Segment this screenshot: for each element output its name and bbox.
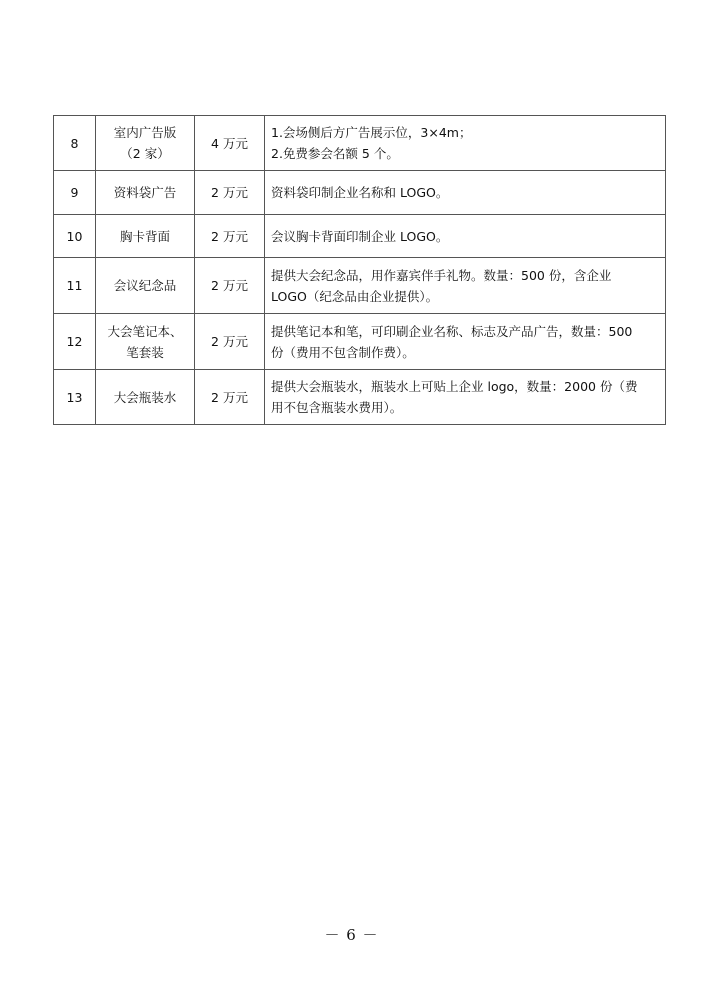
table-row [54,171,666,215]
item-price: 2 万元 [195,215,265,258]
table-row [54,370,666,425]
item-name [96,258,195,314]
item-name-line: 大会笔记本、 [107,323,183,339]
item-description [265,370,666,425]
item-name-line: 会议纪念品 [113,278,177,293]
item-description [265,215,666,258]
row-number: 12 [54,314,96,370]
item-price: 2 万元 [195,370,265,425]
row-number: 10 [54,215,96,258]
item-name-line: 胸卡背面 [119,228,170,244]
description-line: 份（费用不包含制作费）。 [271,344,415,360]
description-line: LOGO（纪念品由企业提供）。 [271,288,439,304]
item-name-line: 大会瓶装水 [113,389,177,405]
description-line: 1.会场侧后方广告展示位，3×4m； [271,125,472,140]
table-row [54,258,666,314]
item-price: 2 万元 [195,171,265,215]
description-line: 资料袋印制企业名称和 LOGO。 [271,185,449,200]
item-name-line: 笔套装 [126,344,164,360]
description-line: 提供大会纪念品，用作嘉宾伴手礼物。数量：500 份，含企业 [271,267,612,283]
description-line: 提供笔记本和笔，可印刷企业名称、标志及产品广告，数量：500 [271,323,633,339]
item-description [265,171,666,215]
item-name-line: （2 家） [120,146,170,161]
item-description [265,314,666,370]
sponsorship-table [53,115,666,425]
item-price: 2 万元 [195,314,265,370]
table-row [54,116,666,171]
row-number: 11 [54,258,96,314]
item-name [96,116,195,171]
item-name [96,314,195,370]
item-price: 2 万元 [195,258,265,314]
item-description [265,258,666,314]
item-name [96,370,195,425]
item-name-line: 室内广告版 [113,125,177,140]
item-name-line: 资料袋广告 [113,185,177,200]
description-line: 提供大会瓶装水，瓶装水上可贴上企业 logo，数量：2000 份（费 [271,379,638,394]
description-line: 2.免费参会名额 5 个。 [271,146,399,161]
page-number: － 6 － [324,926,379,944]
description-line: 用不包含瓶装水费用）。 [271,400,403,415]
row-number: 13 [54,370,96,425]
item-price: 4 万元 [195,116,265,171]
table-row [54,314,666,370]
item-name [96,171,195,215]
item-name [96,215,195,258]
description-line: 会议胸卡背面印制企业 LOGO。 [271,228,449,244]
item-description [265,116,666,171]
table-row [54,215,666,258]
row-number: 8 [54,116,96,171]
row-number: 9 [54,171,96,215]
